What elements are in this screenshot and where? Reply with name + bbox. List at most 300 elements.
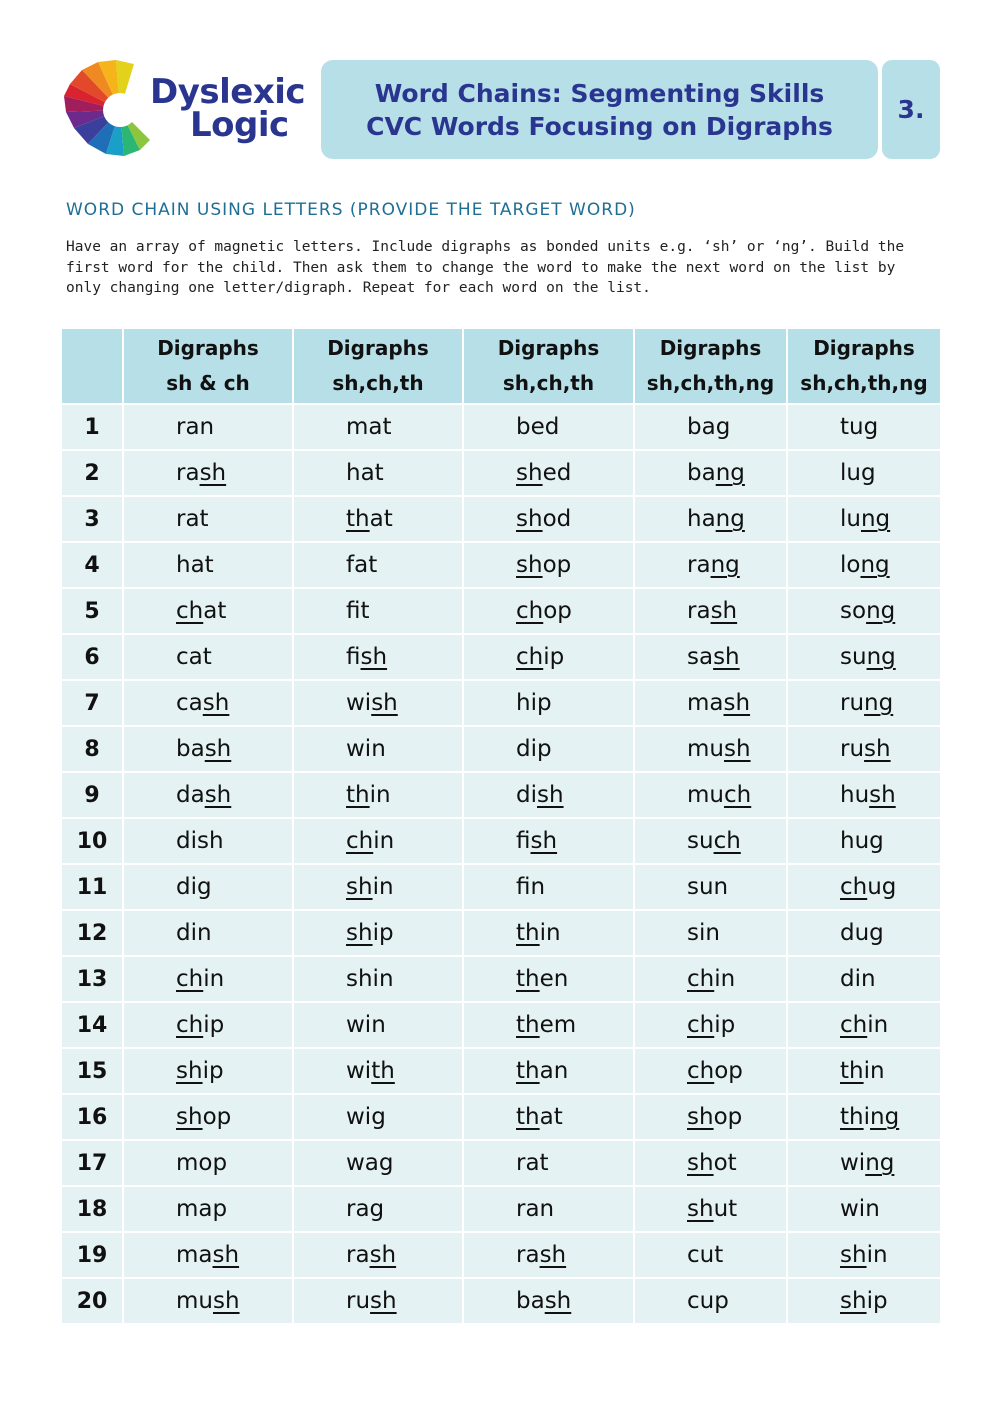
word-cell	[634, 496, 787, 542]
word-part: od	[542, 506, 572, 532]
word-cell	[787, 772, 941, 818]
digraph-underlined: th	[346, 782, 370, 808]
word-part: lug	[840, 460, 876, 486]
word-part: hat	[176, 552, 214, 578]
word-cell	[634, 818, 787, 864]
row-number: 14	[61, 1002, 123, 1048]
word-cell	[787, 1094, 941, 1140]
title-line-2: CVC Words Focusing on Digraphs	[366, 111, 833, 141]
word-part: lo	[840, 552, 861, 578]
digraph-underlined: ng	[860, 506, 891, 532]
digraph-underlined: ch	[687, 1012, 715, 1038]
word-part: ip	[202, 1058, 224, 1084]
word-cell	[787, 910, 941, 956]
digraph-underlined: ng	[860, 552, 890, 578]
word-part: ip	[543, 644, 565, 670]
header-number-cell	[61, 328, 123, 404]
word-part: ut	[713, 1196, 738, 1222]
table-row	[61, 1186, 941, 1232]
word-cell	[463, 726, 634, 772]
word-part: op	[543, 598, 572, 624]
row-number: 17	[61, 1140, 123, 1186]
word-part: sin	[687, 920, 720, 946]
word-part: map	[176, 1196, 228, 1222]
column-header	[293, 328, 463, 404]
digraph-underlined: sh	[687, 1104, 714, 1130]
word-cell	[463, 956, 634, 1002]
digraph-underlined: th	[516, 1104, 540, 1130]
word-cell	[787, 634, 941, 680]
word-cell	[463, 1048, 634, 1094]
digraph-underlined: sh	[869, 782, 896, 808]
word-part: ra	[687, 598, 711, 624]
word-cell	[634, 1048, 787, 1094]
word-cell	[634, 910, 787, 956]
word-cell	[293, 1140, 463, 1186]
word-cell	[463, 1002, 634, 1048]
page-number-box	[882, 60, 940, 159]
word-cell	[293, 864, 463, 910]
logo-line-1: Dyslexic	[150, 72, 306, 112]
digraph-underlined: ch	[840, 874, 868, 900]
table-row	[61, 726, 941, 772]
word-part: in	[866, 1242, 888, 1268]
digraph-underlined: th	[516, 1058, 540, 1084]
digraph-underlined: sh	[212, 1242, 240, 1268]
word-part: sa	[687, 644, 714, 670]
word-cell	[634, 542, 787, 588]
word-cell	[123, 1048, 293, 1094]
digraph-underlined: ng	[710, 552, 740, 578]
digraph-underlined: sh	[346, 920, 373, 946]
digraph-underlined: sh	[516, 460, 543, 486]
word-cell	[293, 1278, 463, 1324]
word-part: ba	[687, 460, 716, 486]
word-cell	[123, 1140, 293, 1186]
word-cell	[787, 818, 941, 864]
word-cell	[293, 1002, 463, 1048]
word-cell	[463, 1278, 634, 1324]
column-header-digraphs: sh & ch	[166, 371, 250, 395]
word-part: mop	[176, 1150, 228, 1176]
word-cell	[634, 450, 787, 496]
word-cell	[634, 1094, 787, 1140]
row-number: 4	[61, 542, 123, 588]
word-part: ed	[542, 460, 572, 486]
word-cell	[634, 404, 787, 450]
word-cell	[787, 496, 941, 542]
word-part: dig	[176, 874, 212, 900]
table-row	[61, 496, 941, 542]
word-cell	[293, 680, 463, 726]
digraph-underlined: sh	[713, 644, 740, 670]
table-row	[61, 450, 941, 496]
column-header-title: Digraphs	[157, 336, 259, 360]
word-cell	[634, 1232, 787, 1278]
word-cell	[787, 1232, 941, 1278]
table-row	[61, 404, 941, 450]
word-part: at	[539, 1104, 563, 1130]
digraph-underlined: ch	[687, 966, 715, 992]
word-part: cat	[176, 644, 212, 670]
word-cell	[634, 1140, 787, 1186]
word-part: ot	[713, 1150, 737, 1176]
table-header-row	[61, 328, 941, 404]
digraph-underlined: sh	[710, 598, 738, 624]
word-cell	[123, 910, 293, 956]
word-part: in	[372, 874, 394, 900]
word-part: in	[539, 920, 561, 946]
word-cell	[123, 404, 293, 450]
word-part: so	[840, 598, 867, 624]
word-cell	[293, 634, 463, 680]
word-cell	[123, 726, 293, 772]
digraph-underlined: sh	[530, 828, 558, 854]
word-part: dip	[516, 736, 552, 762]
column-header-digraphs: sh,ch,th	[332, 371, 424, 395]
word-part: ma	[176, 1242, 213, 1268]
word-cell	[293, 910, 463, 956]
word-part: wag	[346, 1150, 394, 1176]
word-part: mu	[687, 782, 724, 808]
word-cell	[787, 956, 941, 1002]
word-part: at	[369, 506, 393, 532]
digraph-underlined: sh	[204, 782, 232, 808]
word-cell	[293, 818, 463, 864]
column-header-digraphs: sh,ch,th,ng	[646, 371, 775, 395]
table-row	[61, 1094, 941, 1140]
word-part: in	[203, 966, 225, 992]
word-cell	[293, 1232, 463, 1278]
word-cell	[123, 956, 293, 1002]
word-cell	[123, 1278, 293, 1324]
column-header-title: Digraphs	[659, 336, 762, 360]
column-header	[123, 328, 293, 404]
digraph-underlined: ng	[870, 1104, 900, 1130]
digraph-underlined: sh	[199, 460, 227, 486]
word-part: ra	[346, 1242, 370, 1268]
digraph-underlined: ch	[516, 644, 544, 670]
row-number: 15	[61, 1048, 123, 1094]
word-cell	[293, 726, 463, 772]
column-header	[787, 328, 941, 404]
digraph-underlined: sh	[212, 1288, 240, 1314]
column-header-title: Digraphs	[813, 336, 915, 360]
row-number: 6	[61, 634, 123, 680]
word-cell	[787, 542, 941, 588]
word-part: su	[840, 644, 867, 670]
digraph-underlined: th	[371, 1058, 395, 1084]
word-part: ha	[687, 506, 716, 532]
word-cell	[123, 680, 293, 726]
digraph-underlined: ch	[176, 598, 204, 624]
word-cell	[463, 1186, 634, 1232]
table-row	[61, 634, 941, 680]
digraph-underlined: sh	[723, 736, 751, 762]
word-cell	[634, 1002, 787, 1048]
word-part: en	[539, 966, 569, 992]
word-part: hu	[840, 782, 870, 808]
word-cell	[293, 542, 463, 588]
row-number: 1	[61, 404, 123, 450]
table-row	[61, 956, 941, 1002]
word-part: ru	[840, 736, 865, 762]
digraph-underlined: sh	[687, 1150, 714, 1176]
word-cell	[634, 1278, 787, 1324]
digraph-underlined: sh	[516, 506, 543, 532]
table-row	[61, 1232, 941, 1278]
digraph-underlined: th	[840, 1058, 864, 1084]
row-number: 3	[61, 496, 123, 542]
word-part: din	[176, 920, 212, 946]
word-cell	[463, 864, 634, 910]
digraph-underlined: sh	[539, 1242, 567, 1268]
word-cell	[293, 956, 463, 1002]
row-number: 8	[61, 726, 123, 772]
digraph-underlined: th	[516, 920, 540, 946]
word-part: bed	[516, 414, 560, 440]
word-cell	[123, 588, 293, 634]
title-box	[321, 60, 878, 159]
word-cell	[787, 450, 941, 496]
digraph-underlined: ng	[866, 598, 896, 624]
word-part: lu	[840, 506, 861, 532]
row-number: 16	[61, 1094, 123, 1140]
word-part: dug	[840, 920, 884, 946]
title-line-1: Word Chains: Segmenting Skills	[374, 78, 825, 108]
row-number: 10	[61, 818, 123, 864]
word-cell	[293, 588, 463, 634]
word-part: cup	[687, 1288, 729, 1314]
row-number: 9	[61, 772, 123, 818]
word-cell	[787, 680, 941, 726]
word-part: ma	[687, 690, 724, 716]
word-part: sun	[687, 874, 729, 900]
word-cell	[463, 542, 634, 588]
digraph-underlined: th	[516, 966, 540, 992]
word-part: rag	[346, 1196, 385, 1222]
word-cell	[123, 1002, 293, 1048]
word-cell	[293, 1186, 463, 1232]
row-number: 12	[61, 910, 123, 956]
word-cell	[634, 864, 787, 910]
word-cell	[463, 634, 634, 680]
row-number: 19	[61, 1232, 123, 1278]
word-cell	[123, 1232, 293, 1278]
word-part: wig	[346, 1104, 386, 1130]
digraph-underlined: ng	[715, 460, 745, 486]
word-cell	[787, 588, 941, 634]
word-cell	[463, 818, 634, 864]
word-cell	[123, 634, 293, 680]
word-cell	[123, 772, 293, 818]
digraph-underlined: th	[516, 1012, 540, 1038]
column-header-digraphs: sh,ch,th,ng	[800, 371, 928, 395]
word-cell	[293, 450, 463, 496]
word-cell	[463, 404, 634, 450]
word-cell	[463, 772, 634, 818]
digraph-underlined: sh	[687, 1196, 714, 1222]
page-number: 3.	[897, 95, 925, 124]
table-row	[61, 542, 941, 588]
word-part: bag	[687, 414, 731, 440]
word-part: su	[687, 828, 714, 854]
row-number: 13	[61, 956, 123, 1002]
word-cell	[634, 680, 787, 726]
word-cell	[787, 1140, 941, 1186]
digraph-underlined: ng	[865, 1150, 895, 1176]
word-part: ip	[203, 1012, 225, 1038]
digraph-underlined: ng	[864, 690, 894, 716]
word-part: an	[539, 1058, 569, 1084]
word-part: in	[863, 1058, 885, 1084]
word-cell	[463, 680, 634, 726]
word-part: hip	[516, 690, 552, 716]
word-part: i	[863, 1104, 870, 1130]
word-part: at	[203, 598, 227, 624]
word-cell	[787, 726, 941, 772]
logo-text	[150, 72, 306, 145]
word-part: in	[369, 782, 391, 808]
word-part: op	[713, 1104, 743, 1130]
word-part: tug	[840, 414, 879, 440]
digraph-underlined: ch	[687, 1058, 715, 1084]
word-cell	[634, 1186, 787, 1232]
digraph-underlined: ch	[840, 1012, 868, 1038]
word-cell	[463, 1140, 634, 1186]
word-cell	[293, 772, 463, 818]
word-part: rat	[516, 1150, 549, 1176]
word-part: fat	[346, 552, 378, 578]
word-chain-table	[60, 327, 942, 1325]
word-part: in	[867, 1012, 889, 1038]
word-cell	[463, 910, 634, 956]
word-cell	[634, 726, 787, 772]
word-part: din	[840, 966, 876, 992]
digraph-underlined: th	[840, 1104, 864, 1130]
digraph-underlined: sh	[176, 1104, 203, 1130]
word-cell	[123, 450, 293, 496]
word-part: mu	[687, 736, 724, 762]
word-part: win	[840, 1196, 880, 1222]
column-header	[463, 328, 634, 404]
table-row	[61, 1002, 941, 1048]
digraph-underlined: sh	[346, 874, 373, 900]
digraph-underlined: ch	[713, 828, 741, 854]
table-row	[61, 1278, 941, 1324]
section-title: WORD CHAIN USING LETTERS (PROVIDE THE TARGET WORD)	[66, 200, 636, 220]
word-part: op	[542, 552, 572, 578]
word-cell	[787, 864, 941, 910]
word-part: hug	[840, 828, 884, 854]
digraph-underlined: ch	[516, 598, 544, 624]
word-cell	[123, 1094, 293, 1140]
logo-line-2: Logic	[190, 105, 289, 145]
word-cell	[634, 772, 787, 818]
digraph-underlined: sh	[544, 1288, 572, 1314]
word-part: ra	[176, 460, 200, 486]
column-header-digraphs: sh,ch,th	[502, 371, 595, 395]
word-part: rat	[176, 506, 209, 532]
word-cell	[123, 1186, 293, 1232]
instructions: Have an array of magnetic letters. Include digraphs as bonded units e.g. ‘sh’ or ‘ng’. Build the first word for the child. Then ask them to change the word to make the next word on the list by only changing one letter/digraph. Repeat for each word on the list.	[66, 239, 905, 296]
row-number: 18	[61, 1186, 123, 1232]
word-cell	[634, 956, 787, 1002]
word-cell	[123, 864, 293, 910]
digraph-underlined: sh	[723, 690, 751, 716]
word-cell	[293, 496, 463, 542]
table-row	[61, 680, 941, 726]
digraph-underlined: ng	[866, 644, 896, 670]
word-cell	[463, 1094, 634, 1140]
word-part: cut	[687, 1242, 724, 1268]
row-number: 7	[61, 680, 123, 726]
digraph-underlined: sh	[370, 1288, 397, 1314]
word-part: hat	[346, 460, 384, 486]
word-cell	[463, 1232, 634, 1278]
word-cell	[123, 496, 293, 542]
word-part: dish	[176, 828, 224, 854]
word-part: mat	[346, 414, 392, 440]
word-cell	[787, 1048, 941, 1094]
word-cell	[293, 1094, 463, 1140]
row-number: 20	[61, 1278, 123, 1324]
word-cell	[787, 1002, 941, 1048]
word-part: wi	[346, 690, 372, 716]
word-part: shin	[346, 966, 394, 992]
word-part: wi	[840, 1150, 866, 1176]
row-number: 5	[61, 588, 123, 634]
table-row	[61, 818, 941, 864]
word-part: ra	[687, 552, 711, 578]
digraph-underlined: sh	[369, 1242, 397, 1268]
table-row	[61, 588, 941, 634]
digraph-underlined: ch	[176, 966, 204, 992]
word-part: ip	[714, 1012, 736, 1038]
word-cell	[123, 818, 293, 864]
logo	[62, 60, 312, 156]
word-cell	[634, 588, 787, 634]
word-part: ca	[176, 690, 203, 716]
word-part: fit	[346, 598, 370, 624]
table-row	[61, 864, 941, 910]
digraph-underlined: sh	[840, 1288, 867, 1314]
word-cell	[463, 588, 634, 634]
digraph-underlined: sh	[204, 736, 232, 762]
word-part: mu	[176, 1288, 213, 1314]
word-part: fi	[346, 644, 361, 670]
digraph-underlined: ch	[723, 782, 752, 808]
word-part: win	[346, 736, 386, 762]
word-part: ran	[176, 414, 215, 440]
word-part: da	[176, 782, 205, 808]
word-part: ru	[346, 1288, 371, 1314]
table-row	[61, 910, 941, 956]
digraph-underlined: sh	[537, 782, 564, 808]
column-header-title: Digraphs	[497, 336, 600, 360]
word-part: ran	[516, 1196, 555, 1222]
word-cell	[293, 1048, 463, 1094]
row-number: 11	[61, 864, 123, 910]
word-cell	[787, 404, 941, 450]
word-cell	[463, 496, 634, 542]
digraph-underlined: sh	[360, 644, 388, 670]
digraph-underlined: ch	[176, 1012, 204, 1038]
word-part: ba	[176, 736, 205, 762]
digraph-underlined: sh	[202, 690, 230, 716]
word-part: in	[714, 966, 736, 992]
word-part: ip	[866, 1288, 888, 1314]
